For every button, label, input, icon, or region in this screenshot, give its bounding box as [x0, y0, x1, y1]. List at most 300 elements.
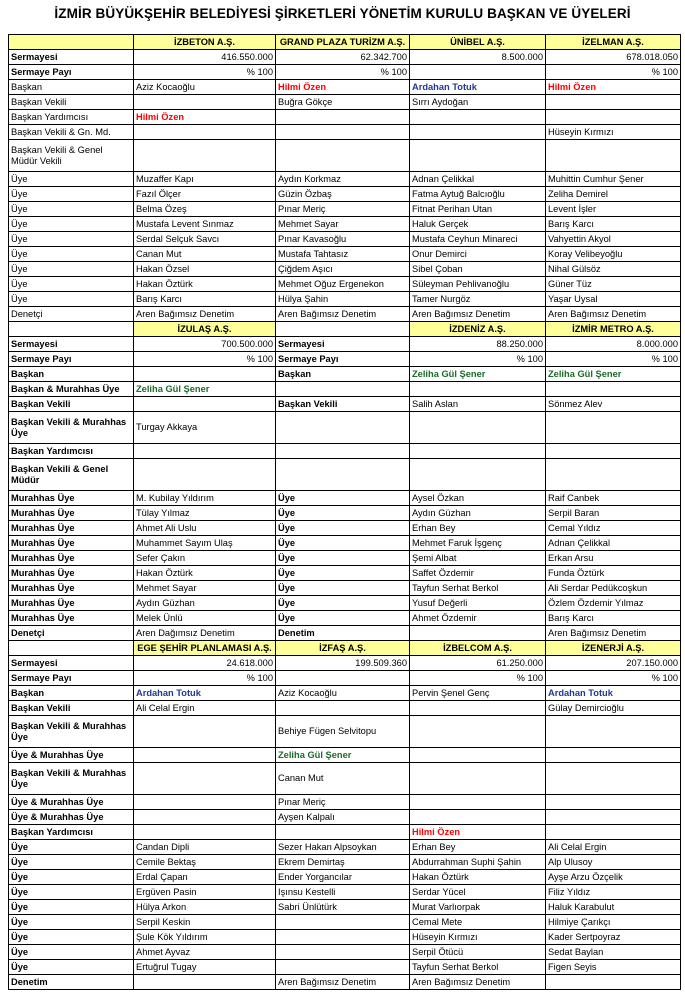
- member-cell: Murat Varlıorpak: [410, 900, 546, 915]
- role-label-cell: Sermayesi: [9, 337, 134, 352]
- role-label-cell: Üye: [9, 247, 134, 262]
- role-label-cell: Başkan Vekili: [9, 95, 134, 110]
- company-name-header: EGE ŞEHİR PLANLAMASI A.Ş.: [134, 641, 276, 656]
- member-cell: 416.550.000: [134, 50, 276, 65]
- board-members-table: [8, 34, 681, 990]
- table-row: [9, 748, 681, 763]
- member-cell: Ahmet Özdemir: [410, 611, 546, 626]
- member-cell: [134, 975, 276, 990]
- member-cell: Şule Kök Yıldırım: [134, 930, 276, 945]
- company-name-header: İZBETON A.Ş.: [134, 35, 276, 50]
- member-cell: Koray Velibeyoğlu: [546, 247, 681, 262]
- table-row: [9, 187, 681, 202]
- member-cell: [546, 95, 681, 110]
- role-label-cell: Üye: [9, 870, 134, 885]
- table-row: [9, 412, 681, 444]
- member-cell: Ali Celal Ergin: [134, 701, 276, 716]
- member-cell: Üye: [276, 566, 410, 581]
- member-cell: Ekrem Demirtaş: [276, 855, 410, 870]
- company-name-header: İZULAŞ A.Ş.: [134, 322, 276, 337]
- member-cell: Aydın Güzhan: [134, 596, 276, 611]
- member-cell: Serdar Yücel: [410, 885, 546, 900]
- highlighted-name: Zeliha Gül Şener: [278, 749, 352, 760]
- member-cell: [134, 459, 276, 491]
- role-label-cell: Murahhas Üye: [9, 596, 134, 611]
- member-cell: Aren Bağımsız Denetim: [410, 307, 546, 322]
- member-cell: [276, 140, 410, 172]
- table-row: [9, 95, 681, 110]
- member-cell: Tayfun Serhat Berkol: [410, 960, 546, 975]
- member-cell: [134, 397, 276, 412]
- table-row: [9, 885, 681, 900]
- member-cell: Mustafa Tahtasız: [276, 247, 410, 262]
- member-cell: Gülay Demircioğlu: [546, 701, 681, 716]
- member-cell: [546, 763, 681, 795]
- role-label-cell: Üye & Murahhas Üye: [9, 795, 134, 810]
- member-cell: Ahmet Ayvaz: [134, 945, 276, 960]
- member-cell: [134, 686, 276, 701]
- member-cell: 8.000.000: [546, 337, 681, 352]
- table-row: [9, 930, 681, 945]
- member-cell: Haluk Karabulut: [546, 900, 681, 915]
- table-row: [9, 277, 681, 292]
- table-row: [9, 50, 681, 65]
- table-row: [9, 656, 681, 671]
- table-row: [9, 626, 681, 641]
- role-label-cell: Murahhas Üye: [9, 521, 134, 536]
- table-row: [9, 551, 681, 566]
- member-cell: [546, 716, 681, 748]
- member-cell: Mustafa Ceyhun Minareci: [410, 232, 546, 247]
- page-title: İZMİR BÜYÜKŞEHİR BELEDİYESİ ŞİRKETLERİ YÖNETİM KURULU BAŞKAN VE ÜYELERİ: [54, 6, 631, 21]
- member-cell: [276, 945, 410, 960]
- member-cell: Aren Bağımsız Denetim: [546, 307, 681, 322]
- member-cell: Üye: [276, 581, 410, 596]
- member-cell: Candan Dipli: [134, 840, 276, 855]
- member-cell: Barış Karcı: [546, 611, 681, 626]
- member-cell: Serpil Ötücü: [410, 945, 546, 960]
- member-cell: Başkan Vekili: [276, 397, 410, 412]
- role-label-cell: Murahhas Üye: [9, 566, 134, 581]
- role-label-cell: Murahhas Üye: [9, 551, 134, 566]
- member-cell: [134, 795, 276, 810]
- member-cell: [134, 444, 276, 459]
- role-label-cell: Üye: [9, 900, 134, 915]
- role-label-cell: Üye: [9, 292, 134, 307]
- member-cell: [276, 459, 410, 491]
- member-cell: % 100: [546, 352, 681, 367]
- company-name-header: İZELMAN A.Ş.: [546, 35, 681, 50]
- member-cell: [546, 412, 681, 444]
- role-label-cell: Başkan Vekili & Murahhas Üye: [9, 412, 134, 444]
- member-cell: [276, 825, 410, 840]
- member-cell: Ayşen Kalpalı: [276, 810, 410, 825]
- role-label-cell: Başkan: [9, 367, 134, 382]
- member-cell: Aziz Kocaoğlu: [276, 686, 410, 701]
- member-cell: [276, 80, 410, 95]
- member-cell: Hülya Şahin: [276, 292, 410, 307]
- member-cell: Onur Demirci: [410, 247, 546, 262]
- member-cell: Aziz Kocaoğlu: [134, 80, 276, 95]
- role-label-cell: Başkan Vekili: [9, 397, 134, 412]
- member-cell: Canan Mut: [134, 247, 276, 262]
- member-cell: Üye: [276, 551, 410, 566]
- member-cell: Ender Yorgancılar: [276, 870, 410, 885]
- member-cell: 678.018.050: [546, 50, 681, 65]
- table-row: [9, 810, 681, 825]
- member-cell: Hakan Özsel: [134, 262, 276, 277]
- member-cell: [546, 686, 681, 701]
- header-cell: [9, 641, 134, 656]
- member-cell: [134, 825, 276, 840]
- table-row: [9, 825, 681, 840]
- member-cell: 207.150.000: [546, 656, 681, 671]
- table-row: [9, 232, 681, 247]
- table-row: [9, 611, 681, 626]
- member-cell: Sabri Ünlütürk: [276, 900, 410, 915]
- member-cell: Serdal Selçuk Savcı: [134, 232, 276, 247]
- member-cell: Buğra Gökçe: [276, 95, 410, 110]
- table-row: [9, 367, 681, 382]
- role-label-cell: Başkan Yardımcısı: [9, 825, 134, 840]
- role-label-cell: Murahhas Üye: [9, 611, 134, 626]
- table-row: [9, 870, 681, 885]
- role-label-cell: Murahhas Üye: [9, 491, 134, 506]
- highlighted-name: Ardahan Totuk: [136, 687, 201, 698]
- member-cell: Vahyettin Akyol: [546, 232, 681, 247]
- table-row: [9, 292, 681, 307]
- role-label-cell: Üye: [9, 840, 134, 855]
- role-label-cell: Denetçi: [9, 307, 134, 322]
- highlighted-name: Hilmi Özen: [548, 81, 597, 92]
- table-row: [9, 397, 681, 412]
- member-cell: Barış Karcı: [134, 292, 276, 307]
- member-cell: [276, 748, 410, 763]
- role-label-cell: Başkan Yardımcısı: [9, 110, 134, 125]
- member-cell: [410, 444, 546, 459]
- table-row: [9, 521, 681, 536]
- member-cell: Hilmiye Çarıkçı: [546, 915, 681, 930]
- member-cell: Sibel Çoban: [410, 262, 546, 277]
- member-cell: Aydın Korkmaz: [276, 172, 410, 187]
- member-cell: Mehmet Sayar: [276, 217, 410, 232]
- company-name-header: ÜNİBEL A.Ş.: [410, 35, 546, 50]
- member-cell: Adnan Çelikkal: [546, 536, 681, 551]
- member-cell: Erkan Arsu: [546, 551, 681, 566]
- member-cell: Sönmez Alev: [546, 397, 681, 412]
- member-cell: Sedat Baylan: [546, 945, 681, 960]
- table-row: [9, 65, 681, 80]
- member-cell: Sermayesi: [276, 337, 410, 352]
- member-cell: Çiğdem Aşıcı: [276, 262, 410, 277]
- table-row: [9, 382, 681, 397]
- role-label-cell: Başkan Vekili & Murahhas Üye: [9, 763, 134, 795]
- table-row: [9, 217, 681, 232]
- role-label-cell: Üye: [9, 885, 134, 900]
- member-cell: Adnan Çelikkal: [410, 172, 546, 187]
- role-label-cell: Başkan: [9, 80, 134, 95]
- member-cell: Erdal Çapan: [134, 870, 276, 885]
- member-cell: [546, 748, 681, 763]
- company-name-header: İZBELCOM A.Ş.: [410, 641, 546, 656]
- member-cell: Üye: [276, 596, 410, 611]
- member-cell: [276, 671, 410, 686]
- role-label-cell: Üye: [9, 945, 134, 960]
- member-cell: Abdurrahman Suphi Şahin: [410, 855, 546, 870]
- member-cell: Üye: [276, 536, 410, 551]
- member-cell: M. Kubilay Yıldırım: [134, 491, 276, 506]
- table-row: [9, 763, 681, 795]
- member-cell: % 100: [546, 65, 681, 80]
- member-cell: % 100: [276, 65, 410, 80]
- member-cell: 199.509.360: [276, 656, 410, 671]
- member-cell: Denetim: [276, 626, 410, 641]
- header-cell: [276, 322, 410, 337]
- member-cell: [546, 975, 681, 990]
- member-cell: Serpil Keskin: [134, 915, 276, 930]
- member-cell: Raif Canbek: [546, 491, 681, 506]
- member-cell: Mehmet Oğuz Ergenekon: [276, 277, 410, 292]
- member-cell: [134, 125, 276, 140]
- member-cell: Üye: [276, 521, 410, 536]
- member-cell: Yaşar Uysal: [546, 292, 681, 307]
- member-cell: [276, 110, 410, 125]
- member-cell: 8.500.000: [410, 50, 546, 65]
- member-cell: Barış Karcı: [546, 217, 681, 232]
- member-cell: Üye: [276, 506, 410, 521]
- table-row: [9, 960, 681, 975]
- role-label-cell: Üye: [9, 277, 134, 292]
- member-cell: % 100: [546, 671, 681, 686]
- table-row: [9, 506, 681, 521]
- member-cell: Başkan: [276, 367, 410, 382]
- company-name-header: İZENERJİ A.Ş.: [546, 641, 681, 656]
- table-row: [9, 915, 681, 930]
- member-cell: [546, 459, 681, 491]
- member-cell: [410, 716, 546, 748]
- member-cell: Zeliha Demirel: [546, 187, 681, 202]
- member-cell: Sermaye Payı: [276, 352, 410, 367]
- member-cell: Pınar Kavasoğlu: [276, 232, 410, 247]
- member-cell: [410, 382, 546, 397]
- role-label-cell: Başkan Vekili & Murahhas Üye: [9, 716, 134, 748]
- table-row: [9, 945, 681, 960]
- table-row: [9, 202, 681, 217]
- role-label-cell: Üye: [9, 262, 134, 277]
- member-cell: Figen Seyis: [546, 960, 681, 975]
- highlighted-name: Ardahan Totuk: [548, 687, 613, 698]
- member-cell: [134, 95, 276, 110]
- role-label-cell: Denetçi: [9, 626, 134, 641]
- member-cell: Pervin Şenel Genç: [410, 686, 546, 701]
- member-cell: Aren Bağımsız Denetim: [134, 307, 276, 322]
- table-row: [9, 596, 681, 611]
- member-cell: [276, 701, 410, 716]
- company-header-row: [9, 35, 681, 50]
- member-cell: [276, 915, 410, 930]
- member-cell: Salih Aslan: [410, 397, 546, 412]
- member-cell: Tülay Yılmaz: [134, 506, 276, 521]
- member-cell: [546, 110, 681, 125]
- member-cell: Funda Öztürk: [546, 566, 681, 581]
- role-label-cell: Başkan Vekili & Genel Müdür Vekili: [9, 140, 134, 172]
- member-cell: Aren Bağımsız Denetim: [276, 975, 410, 990]
- member-cell: [546, 140, 681, 172]
- member-cell: [546, 80, 681, 95]
- member-cell: Hüseyin Kırmızı: [546, 125, 681, 140]
- role-label-cell: Üye: [9, 232, 134, 247]
- table-row: [9, 686, 681, 701]
- role-label-cell: Başkan: [9, 686, 134, 701]
- member-cell: Erhan Bey: [410, 521, 546, 536]
- member-cell: [410, 140, 546, 172]
- table-row: [9, 716, 681, 748]
- role-label-cell: Sermaye Payı: [9, 65, 134, 80]
- member-cell: [410, 110, 546, 125]
- member-cell: Ergüven Pasin: [134, 885, 276, 900]
- table-row: [9, 172, 681, 187]
- member-cell: Muhittin Cumhur Şener: [546, 172, 681, 187]
- member-cell: Aydın Güzhan: [410, 506, 546, 521]
- table-row: [9, 671, 681, 686]
- member-cell: Cemile Bektaş: [134, 855, 276, 870]
- member-cell: [134, 810, 276, 825]
- highlighted-name: Zeliha Gül Şener: [136, 383, 210, 394]
- member-cell: 24.618.000: [134, 656, 276, 671]
- table-row: [9, 352, 681, 367]
- member-cell: Aren Bağımsız Denetim: [546, 626, 681, 641]
- role-label-cell: Sermayesi: [9, 50, 134, 65]
- role-label-cell: Murahhas Üye: [9, 506, 134, 521]
- role-label-cell: Murahhas Üye: [9, 581, 134, 596]
- role-label-cell: Üye & Murahhas Üye: [9, 810, 134, 825]
- table-row: [9, 795, 681, 810]
- member-cell: [546, 444, 681, 459]
- member-cell: [410, 80, 546, 95]
- member-cell: % 100: [410, 352, 546, 367]
- role-label-cell: Denetim: [9, 975, 134, 990]
- member-cell: Erhan Bey: [410, 840, 546, 855]
- member-cell: 700.500.000: [134, 337, 276, 352]
- member-cell: Sırrı Aydoğan: [410, 95, 546, 110]
- member-cell: Kader Sertpoyraz: [546, 930, 681, 945]
- table-row: [9, 125, 681, 140]
- member-cell: Cemal Yıldız: [546, 521, 681, 536]
- member-cell: Saffet Özdemir: [410, 566, 546, 581]
- member-cell: Süleyman Pehlivanoğlu: [410, 277, 546, 292]
- member-cell: [546, 825, 681, 840]
- table-row: [9, 491, 681, 506]
- member-cell: Pınar Meriç: [276, 202, 410, 217]
- member-cell: [134, 110, 276, 125]
- table-row: [9, 247, 681, 262]
- member-cell: Fatma Aytuğ Balcıoğlu: [410, 187, 546, 202]
- member-cell: % 100: [134, 65, 276, 80]
- table-row: [9, 566, 681, 581]
- member-cell: [546, 382, 681, 397]
- member-cell: Özlem Özdemir Yılmaz: [546, 596, 681, 611]
- member-cell: [134, 763, 276, 795]
- member-cell: [410, 763, 546, 795]
- member-cell: 61.250.000: [410, 656, 546, 671]
- member-cell: Güzin Özbaş: [276, 187, 410, 202]
- member-cell: [276, 382, 410, 397]
- role-label-cell: Üye: [9, 855, 134, 870]
- table-row: [9, 337, 681, 352]
- role-label-cell: Üye & Murahhas Üye: [9, 748, 134, 763]
- member-cell: Aysel Özkan: [410, 491, 546, 506]
- member-cell: Ahmet Ali Uslu: [134, 521, 276, 536]
- member-cell: [546, 795, 681, 810]
- member-cell: [410, 125, 546, 140]
- member-cell: [410, 795, 546, 810]
- member-cell: Işınsu Kestelli: [276, 885, 410, 900]
- member-cell: Ali Celal Ergin: [546, 840, 681, 855]
- member-cell: Sezer Hakan Alpsoykan: [276, 840, 410, 855]
- role-label-cell: Üye: [9, 217, 134, 232]
- header-cell: [9, 35, 134, 50]
- member-cell: Mehmet Faruk İşgenç: [410, 536, 546, 551]
- header-cell: [9, 322, 134, 337]
- role-label-cell: Başkan Vekili & Gn. Md.: [9, 125, 134, 140]
- role-label-cell: Sermaye Payı: [9, 671, 134, 686]
- highlighted-name: Hilmi Özen: [136, 111, 185, 122]
- table-row: [9, 581, 681, 596]
- member-cell: Pınar Meriç: [276, 795, 410, 810]
- member-cell: Ali Serdar Pedükcoşkun: [546, 581, 681, 596]
- member-cell: Alp Ulusoy: [546, 855, 681, 870]
- member-cell: Turgay Akkaya: [134, 412, 276, 444]
- table-row: [9, 444, 681, 459]
- member-cell: Haluk Gerçek: [410, 217, 546, 232]
- member-cell: Yusuf Değerli: [410, 596, 546, 611]
- table-row: [9, 855, 681, 870]
- table-row: [9, 975, 681, 990]
- member-cell: Ertuğrul Tugay: [134, 960, 276, 975]
- role-label-cell: Sermaye Payı: [9, 352, 134, 367]
- member-cell: [276, 444, 410, 459]
- company-name-header: İZFAŞ A.Ş.: [276, 641, 410, 656]
- member-cell: [546, 367, 681, 382]
- member-cell: [410, 367, 546, 382]
- member-cell: Belma Özeş: [134, 202, 276, 217]
- member-cell: Hakan Öztürk: [134, 566, 276, 581]
- role-label-cell: Murahhas Üye: [9, 536, 134, 551]
- member-cell: [276, 412, 410, 444]
- role-label-cell: Başkan & Murahhas Üye: [9, 382, 134, 397]
- member-cell: Aren Bağımsız Denetim: [276, 307, 410, 322]
- member-cell: Tayfun Serhat Berkol: [410, 581, 546, 596]
- member-cell: [410, 459, 546, 491]
- member-cell: Aren Bağımsız Denetim: [410, 975, 546, 990]
- member-cell: [276, 930, 410, 945]
- member-cell: [410, 65, 546, 80]
- member-cell: [134, 140, 276, 172]
- highlighted-name: Zeliha Gül Şener: [548, 368, 622, 379]
- company-header-row: [9, 641, 681, 656]
- role-label-cell: Başkan Yardımcısı: [9, 444, 134, 459]
- role-label-cell: Üye: [9, 202, 134, 217]
- member-cell: Fitnat Perihan Utan: [410, 202, 546, 217]
- role-label-cell: Üye: [9, 172, 134, 187]
- member-cell: [410, 412, 546, 444]
- member-cell: 88.250.000: [410, 337, 546, 352]
- table-row: [9, 840, 681, 855]
- member-cell: Mehmet Sayar: [134, 581, 276, 596]
- member-cell: 62.342.700: [276, 50, 410, 65]
- member-cell: [134, 716, 276, 748]
- member-cell: Canan Mut: [276, 763, 410, 795]
